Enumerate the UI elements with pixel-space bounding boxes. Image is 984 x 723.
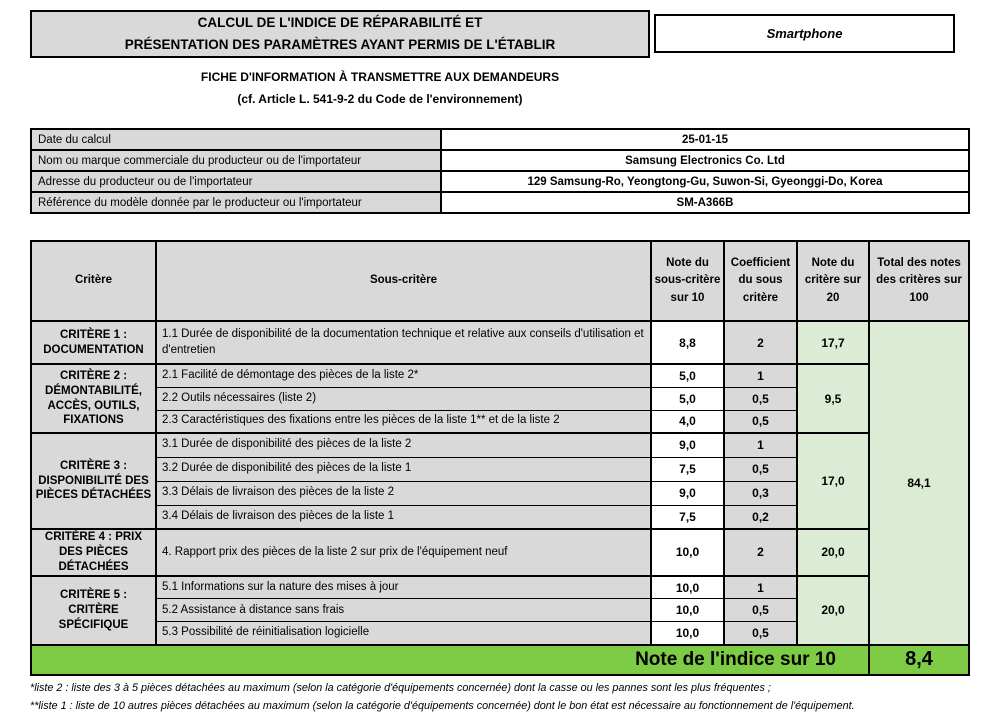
col-header-note-sous-critere: Note du sous-critère sur 10	[651, 241, 724, 321]
info-value-model: SM-A366B	[441, 192, 969, 213]
note10-3-4: 7,5	[651, 505, 724, 529]
coef-3-1: 1	[724, 433, 797, 457]
col-header-critere: Critère	[31, 241, 156, 321]
table-row	[31, 576, 969, 599]
table-row	[31, 529, 969, 576]
footnotes	[30, 680, 978, 716]
table-row	[31, 321, 969, 364]
product-category-box	[654, 14, 955, 53]
coef-2-2: 0,5	[724, 387, 797, 410]
info-label-date: Date du calcul	[31, 129, 441, 150]
info-row-date	[31, 129, 969, 150]
col-header-coefficient: Coefficient du sous critère	[724, 241, 797, 321]
info-label-model: Référence du modèle donnée par le producteur ou l'importateur	[31, 192, 441, 213]
footnote-liste-1: **liste 1 : liste de 10 autres pièces détachées au maximum (selon la catégorie d'équipements concernée) dont le bon état est nécessaire au fonctionnement de l'équipement.	[30, 699, 855, 712]
note10-3-2: 7,5	[651, 457, 724, 481]
note10-2-1: 5,0	[651, 364, 724, 387]
criterion-5-name: CRITÈRE 5 : CRITÈRE SPÉCIFIQUE	[31, 576, 156, 645]
criterion-1-name: CRITÈRE 1 : DOCUMENTATION	[31, 321, 156, 364]
coef-1-1: 2	[724, 321, 797, 364]
note10-2-3: 4,0	[651, 410, 724, 433]
coef-4: 2	[724, 529, 797, 576]
document-subtitle	[30, 67, 730, 110]
sub-criterion-1-1-label: 1.1 Durée de disponibilité de la documentation technique et relative aux conseils d'utilisation et d'entretien	[156, 321, 651, 364]
subtitle-line-1: FICHE D'INFORMATION À TRANSMETTRE AUX DEMANDEURS	[200, 70, 560, 84]
sub-criterion-5-1-label: 5.1 Informations sur la nature des mises à jour	[156, 576, 651, 599]
note10-3-1: 9,0	[651, 433, 724, 457]
product-category-label: Smartphone	[766, 26, 843, 41]
sub-criterion-5-2-label: 5.2 Assistance à distance sans frais	[156, 599, 651, 622]
final-index-value: 8,4	[869, 645, 969, 675]
title-line-2: PRÉSENTATION DES PARAMÈTRES AYANT PERMIS DE L'ÉTABLIR	[124, 37, 556, 52]
sub-criterion-3-3-label: 3.3 Délais de livraison des pièces de la liste 2	[156, 481, 651, 505]
coef-3-2: 0,5	[724, 457, 797, 481]
info-label-producer: Nom ou marque commerciale du producteur ou de l'importateur	[31, 150, 441, 171]
note20-criterion-5: 20,0	[797, 576, 869, 645]
note20-criterion-4: 20,0	[797, 529, 869, 576]
coef-5-3: 0,5	[724, 622, 797, 645]
note20-criterion-1: 17,7	[797, 321, 869, 364]
info-row-producer	[31, 150, 969, 171]
sub-criterion-3-4-label: 3.4 Délais de livraison des pièces de la liste 1	[156, 505, 651, 529]
note10-5-2: 10,0	[651, 599, 724, 622]
total-notes-100: 84,1	[869, 321, 969, 645]
coef-3-3: 0,3	[724, 481, 797, 505]
sub-criterion-5-3-label: 5.3 Possibilité de réinitialisation logicielle	[156, 622, 651, 645]
producer-info-table	[30, 128, 970, 214]
sub-criterion-3-1-label: 3.1 Durée de disponibilité des pièces de la liste 2	[156, 433, 651, 457]
sub-criterion-2-1-label: 2.1 Facilité de démontage des pièces de la liste 2*	[156, 364, 651, 387]
info-label-address: Adresse du producteur ou de l'importateur	[31, 171, 441, 192]
table-row	[31, 433, 969, 457]
col-header-note-critere: Note du critère sur 20	[797, 241, 869, 321]
info-value-date: 25-01-15	[441, 129, 969, 150]
info-value-address: 129 Samsung-Ro, Yeongtong-Gu, Suwon-Si, Gyeonggi-Do, Korea	[441, 171, 969, 192]
coef-3-4: 0,2	[724, 505, 797, 529]
sub-criterion-4-label: 4. Rapport prix des pièces de la liste 2 sur prix de l'équipement neuf	[156, 529, 651, 576]
final-index-row	[31, 645, 969, 675]
criteria-table-header-row	[31, 241, 969, 321]
note10-2-2: 5,0	[651, 387, 724, 410]
note10-3-3: 9,0	[651, 481, 724, 505]
note20-criterion-2: 9,5	[797, 364, 869, 433]
footnote-liste-2: *liste 2 : liste des 3 à 5 pièces détachées au maximum (selon la catégorie d'équipements concernée) dont la casse ou les pannes sont les plus fréquentes ;	[30, 682, 771, 694]
note10-1-1: 8,8	[651, 321, 724, 364]
coef-5-1: 1	[724, 576, 797, 599]
sub-criterion-2-2-label: 2.2 Outils nécessaires (liste 2)	[156, 387, 651, 410]
info-value-producer: Samsung Electronics Co. Ltd	[441, 150, 969, 171]
document-title	[30, 10, 650, 58]
subtitle-line-2: (cf. Article L. 541-9-2 du Code de l'environnement)	[237, 91, 523, 106]
info-row-address	[31, 171, 969, 192]
info-row-model	[31, 192, 969, 213]
note10-5-1: 10,0	[651, 576, 724, 599]
coef-2-1: 1	[724, 364, 797, 387]
coef-2-3: 0,5	[724, 410, 797, 433]
note20-criterion-3: 17,0	[797, 433, 869, 529]
col-header-sous-critere: Sous-critère	[156, 241, 651, 321]
note10-5-3: 10,0	[651, 622, 724, 645]
criterion-2-name: CRITÈRE 2 : DÉMONTABILITÉ, ACCÈS, OUTILS, FIXATIONS	[31, 364, 156, 433]
coef-5-2: 0,5	[724, 599, 797, 622]
title-line-1: CALCUL DE L'INDICE DE RÉPARABILITÉ ET	[197, 15, 483, 31]
criterion-3-name: CRITÈRE 3 : DISPONIBILITÉ DES PIÈCES DÉTACHÉES	[31, 433, 156, 529]
table-row	[31, 364, 969, 387]
sub-criterion-2-3-label: 2.3 Caractéristiques des fixations entre les pièces de la liste 1** et de la liste 2	[156, 410, 651, 433]
criteria-table	[30, 240, 970, 676]
final-index-label: Note de l'indice sur 10	[31, 645, 869, 675]
note10-4: 10,0	[651, 529, 724, 576]
criterion-4-name: CRITÈRE 4 : PRIX DES PIÈCES DÉTACHÉES	[31, 529, 156, 576]
col-header-total: Total des notes des critères sur 100	[869, 241, 969, 321]
sub-criterion-3-2-label: 3.2 Durée de disponibilité des pièces de la liste 1	[156, 457, 651, 481]
